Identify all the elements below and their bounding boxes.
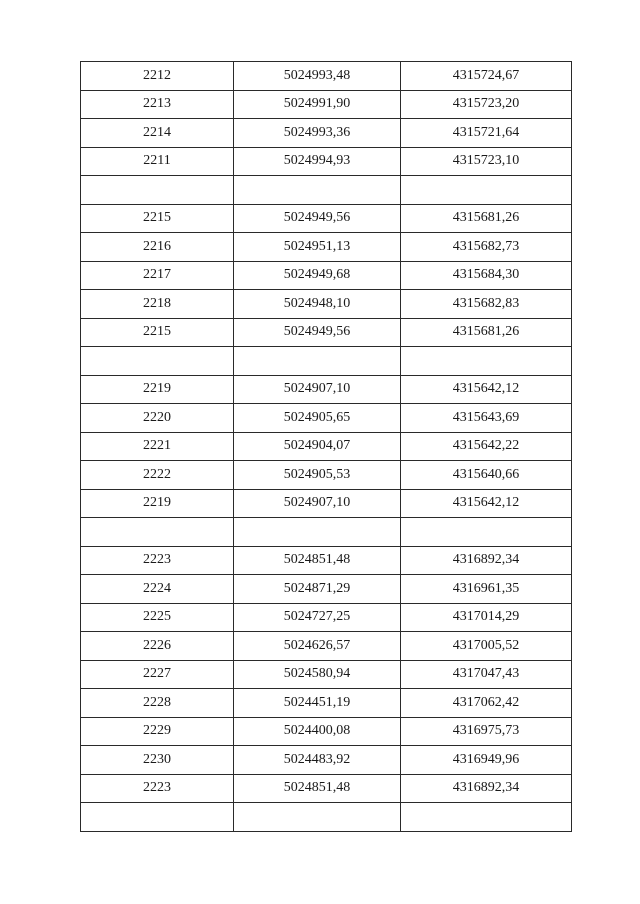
- x-coordinate-cell: 5024871,29: [234, 575, 401, 604]
- table-row: [81, 575, 572, 604]
- table-row: [81, 290, 572, 319]
- x-coordinate-cell: 5024907,10: [234, 375, 401, 404]
- table-row: [81, 318, 572, 347]
- x-coordinate-cell: 5024451,19: [234, 689, 401, 718]
- table-row: [81, 204, 572, 233]
- y-coordinate-cell: 4317062,42: [401, 689, 572, 718]
- x-coordinate-cell: 5024949,56: [234, 204, 401, 233]
- point-number-cell: [81, 518, 234, 547]
- x-coordinate-cell: 5024626,57: [234, 632, 401, 661]
- x-coordinate-cell: 5024851,48: [234, 774, 401, 803]
- table-row: [81, 489, 572, 518]
- y-coordinate-cell: 4315684,30: [401, 261, 572, 290]
- point-number-cell: 2223: [81, 774, 234, 803]
- table-separator-row: [81, 803, 572, 832]
- y-coordinate-cell: 4315640,66: [401, 461, 572, 490]
- y-coordinate-cell: 4316892,34: [401, 546, 572, 575]
- point-number-cell: 2229: [81, 717, 234, 746]
- point-number-cell: 2215: [81, 204, 234, 233]
- y-coordinate-cell: 4315681,26: [401, 318, 572, 347]
- x-coordinate-cell: [234, 347, 401, 376]
- x-coordinate-cell: 5024949,68: [234, 261, 401, 290]
- point-number-cell: 2212: [81, 62, 234, 91]
- x-coordinate-cell: 5024907,10: [234, 489, 401, 518]
- y-coordinate-cell: 4315682,73: [401, 233, 572, 262]
- table-row: [81, 603, 572, 632]
- y-coordinate-cell: [401, 518, 572, 547]
- point-number-cell: 2221: [81, 432, 234, 461]
- y-coordinate-cell: 4315721,64: [401, 119, 572, 148]
- y-coordinate-cell: 4315681,26: [401, 204, 572, 233]
- y-coordinate-cell: 4316949,96: [401, 746, 572, 775]
- y-coordinate-cell: 4317014,29: [401, 603, 572, 632]
- point-number-cell: [81, 176, 234, 205]
- point-number-cell: 2225: [81, 603, 234, 632]
- point-number-cell: 2220: [81, 404, 234, 433]
- y-coordinate-cell: 4316975,73: [401, 717, 572, 746]
- table-row: [81, 261, 572, 290]
- point-number-cell: 2218: [81, 290, 234, 319]
- table-row: [81, 62, 572, 91]
- table-separator-row: [81, 176, 572, 205]
- point-number-cell: 2224: [81, 575, 234, 604]
- point-number-cell: 2217: [81, 261, 234, 290]
- point-number-cell: 2219: [81, 489, 234, 518]
- table-row: [81, 432, 572, 461]
- x-coordinate-cell: 5024851,48: [234, 546, 401, 575]
- table-row: [81, 774, 572, 803]
- table-row: [81, 461, 572, 490]
- y-coordinate-cell: 4315642,22: [401, 432, 572, 461]
- y-coordinate-cell: 4317005,52: [401, 632, 572, 661]
- y-coordinate-cell: 4315642,12: [401, 375, 572, 404]
- table-row: [81, 147, 572, 176]
- x-coordinate-cell: 5024951,13: [234, 233, 401, 262]
- table-row: [81, 119, 572, 148]
- x-coordinate-cell: 5024949,56: [234, 318, 401, 347]
- y-coordinate-cell: [401, 803, 572, 832]
- x-coordinate-cell: [234, 803, 401, 832]
- table-row: [81, 717, 572, 746]
- y-coordinate-cell: 4315723,10: [401, 147, 572, 176]
- y-coordinate-cell: 4317047,43: [401, 660, 572, 689]
- y-coordinate-cell: 4315643,69: [401, 404, 572, 433]
- y-coordinate-cell: [401, 347, 572, 376]
- table-row: [81, 375, 572, 404]
- y-coordinate-cell: 4315723,20: [401, 90, 572, 119]
- x-coordinate-cell: 5024905,65: [234, 404, 401, 433]
- table-row: [81, 746, 572, 775]
- table-row: [81, 689, 572, 718]
- y-coordinate-cell: 4315642,12: [401, 489, 572, 518]
- y-coordinate-cell: 4315724,67: [401, 62, 572, 91]
- x-coordinate-cell: [234, 518, 401, 547]
- point-number-cell: 2230: [81, 746, 234, 775]
- x-coordinate-cell: 5024993,48: [234, 62, 401, 91]
- point-number-cell: 2216: [81, 233, 234, 262]
- table-separator-row: [81, 518, 572, 547]
- point-number-cell: 2215: [81, 318, 234, 347]
- table-row: [81, 632, 572, 661]
- table-row: [81, 233, 572, 262]
- y-coordinate-cell: [401, 176, 572, 205]
- point-number-cell: 2223: [81, 546, 234, 575]
- x-coordinate-cell: 5024727,25: [234, 603, 401, 632]
- y-coordinate-cell: 4315682,83: [401, 290, 572, 319]
- point-number-cell: 2214: [81, 119, 234, 148]
- table-row: [81, 404, 572, 433]
- x-coordinate-cell: 5024580,94: [234, 660, 401, 689]
- x-coordinate-cell: 5024904,07: [234, 432, 401, 461]
- point-number-cell: [81, 347, 234, 376]
- x-coordinate-cell: 5024993,36: [234, 119, 401, 148]
- y-coordinate-cell: 4316892,34: [401, 774, 572, 803]
- x-coordinate-cell: 5024991,90: [234, 90, 401, 119]
- point-number-cell: 2211: [81, 147, 234, 176]
- x-coordinate-cell: 5024483,92: [234, 746, 401, 775]
- y-coordinate-cell: 4316961,35: [401, 575, 572, 604]
- point-number-cell: 2213: [81, 90, 234, 119]
- x-coordinate-cell: 5024400,08: [234, 717, 401, 746]
- x-coordinate-cell: [234, 176, 401, 205]
- point-number-cell: 2222: [81, 461, 234, 490]
- point-number-cell: 2228: [81, 689, 234, 718]
- x-coordinate-cell: 5024948,10: [234, 290, 401, 319]
- table-row: [81, 660, 572, 689]
- x-coordinate-cell: 5024905,53: [234, 461, 401, 490]
- point-number-cell: 2219: [81, 375, 234, 404]
- point-number-cell: 2226: [81, 632, 234, 661]
- table-row: [81, 90, 572, 119]
- coordinates-table-body: [81, 62, 572, 832]
- table-row: [81, 546, 572, 575]
- table-separator-row: [81, 347, 572, 376]
- point-number-cell: [81, 803, 234, 832]
- coordinates-table: [80, 61, 572, 832]
- point-number-cell: 2227: [81, 660, 234, 689]
- x-coordinate-cell: 5024994,93: [234, 147, 401, 176]
